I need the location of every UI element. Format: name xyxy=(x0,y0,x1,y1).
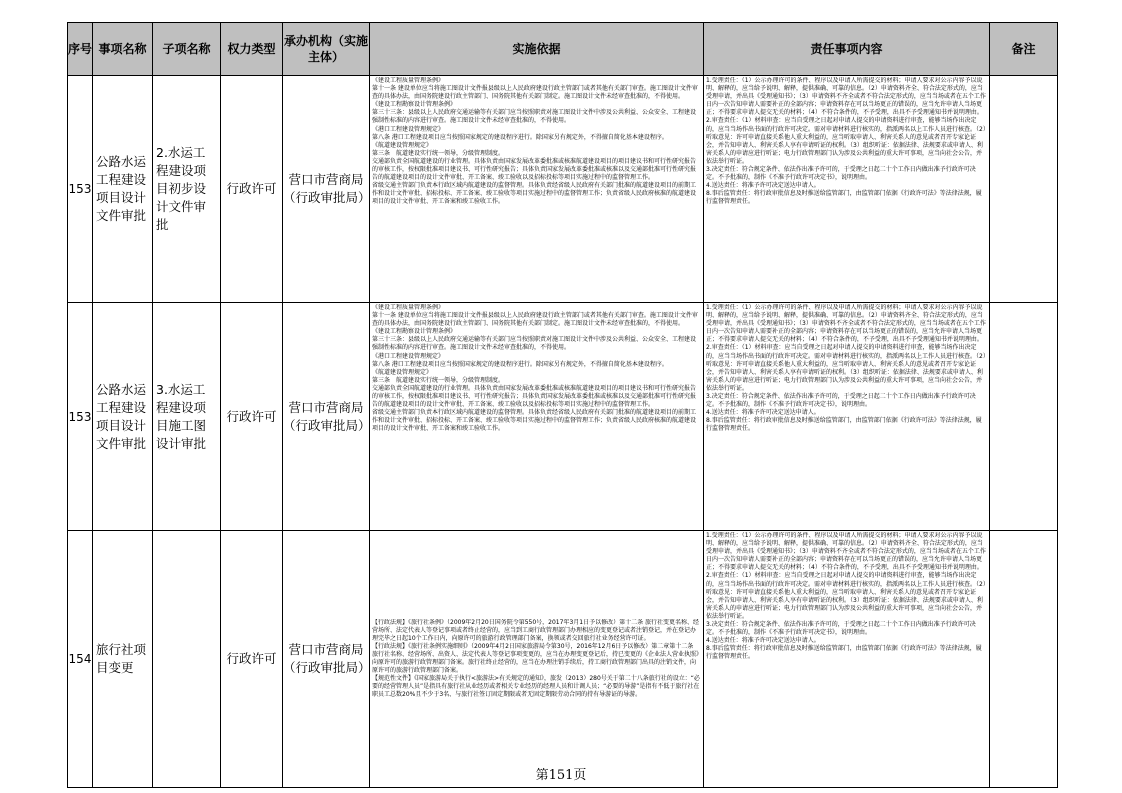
row-agency: 营口市营商局（行政审批局） xyxy=(283,531,370,788)
responsibility-table xyxy=(67,22,1058,788)
header-responsibility: 责任事项内容 xyxy=(704,23,990,76)
row-responsibility xyxy=(704,531,990,788)
row-item: 旅行社项目变更 xyxy=(93,531,153,788)
row-no: 153 xyxy=(68,303,93,531)
row-agency: 营口市营商局（行政审批局） xyxy=(283,76,370,303)
header-power-type: 权力类型 xyxy=(221,23,283,76)
row-no: 154 xyxy=(68,531,93,788)
row-basis xyxy=(370,303,704,531)
table-row xyxy=(68,531,1058,788)
row-basis-text: 《建设工程质量管理条例》 第十一条 建设单位应当将施工图设计文件报县级以上人民政府建设行政主管部门或者其他有关部门审查。施工图设计文件审查的具体办法，由国务院建设行政主管部门、国务院其他有关部门制定。施工图设计文件未经审查批准的，不得使用。 《建设工程勘察设计管理条例》 第三十三条：县级以上人民政府交通运输等有关部门应当按照职责对施工图设计文件中涉及公共利益、公众安全、工程建设强制性标准的内容进行审查。施工图设计文件未经审查批准的，不得使用。 《港口工程建设管理规定》 第八条 港口工程建设项目应当按照国家规定的建设程序进行。除国家另有规定外，不得擅自简化基本建设程序。 《航道建设管理规定》 第三条 航道建设实行统一领导，分级管理制度。 交通部负责全国航道建设的行业管理。具体负责由国家发展改革委批准或核准航道建设项目的项目建议书和可行性研究报告的审核工作，按权限批准项目建议书、可行性研究报告；具体负责国家发展改革委批准或核准以及交通部批准可行性研究报告的航道建设项目的设计文件审批、开工备案、竣工验收以及招标投标等项目实施过程中的监督管理工作。 省级交通主管部门负责本行政区域内航道建设的监督管理。具体负责经省级人民政府有关部门批准的航道建设项目的前期工作和设计文件审批、招标投标、开工备案、竣工验收等项目实施过程中的监督管理工作；负责省级人民政府核准的航道建设项目的设计文件审批、开工备案和竣工验收工作。 xyxy=(372,304,698,433)
row-subitem: 3.水运工程建设项目施工图设计审批 xyxy=(153,303,221,531)
row-basis xyxy=(370,531,704,788)
row-remark xyxy=(990,76,1058,303)
header-item: 事项名称 xyxy=(93,23,153,76)
row-basis-text: 【行政法规】《旅行社条例》（2009年2月20日国务院令第550号，2017年3月1日予以修改）第十二条 旅行社变更名称、经营场所、法定代表人等登记事项或者终止经营的，应当到工商行政管理部门办理相应的变更登记或者注销登记，并在登记办理完毕之日起10个工作日内，向原许可的旅游行政管理部门备案，换领或者交回旅行社业务经营许可证。 【行政法规】《旅行社条例实施细则》（2009年4月2日国家旅游局令第30号，2016年12月6日予以修改）第二章第十二条 旅行社名称、经营场所、出资人、法定代表人等登记事项变更的，应当在办理变更登记后，持已变更的《企业法人营业执照》向原许可的旅游行政管理部门备案。旅行社终止经营的，应当在办理注销手续后，持工商行政管理部门出具的注销文件，向原许可的旅游行政管理部门备案。 【规范性文件】《国家旅游局关于执行<旅游法>有关规定的通知》，旅发（2013）280号关于第二十八条旅行社的设立：“必要的经营管理人员”是指具有旅行社从业经历或者相关专业经历的经理人员和计调人员；“必要的导游”是指有不低于旅行社在职员工总数20%且不少于3名、与旅行社签订固定期限或者无固定期限劳动合同的持有导游证的导游。 xyxy=(372,618,700,699)
row-item: 公路水运工程建设项目设计文件审批 xyxy=(93,303,153,531)
row-subitem: 2.水运工程建设项目初步设计文件审批 xyxy=(153,76,221,303)
row-item: 公路水运工程建设项目设计文件审批 xyxy=(93,76,153,303)
row-agency: 营口市营商局（行政审批局） xyxy=(283,303,370,531)
row-responsibility-text: 1.受理责任：（1）公示办理许可的条件、程序以及申请人所需提交的材料；申请人要求对公示内容予以说明、解释的，应当给予说明、解释，提供准确、可靠的信息。（2）申请资料齐全、符合法定形式的，应当受理申请，并出具《受理通知书》；（3）申请资料不齐全或者不符合法定形式的，应当当场或者在五个工作日内一次告知申请人需要补正的全部内容；申请资料存在可以当场更正的错误的，应当允许申请人当场更正；不得要求申请人提交无关的材料；（4）不符合条件的，不予受理，出具不予受理通知书并说明理由。 2.审查责任：（1）材料审查：应当自受理之日起对申请人提交的申请资料进行审查，能够当场作出决定的，应当当场作出书面的行政许可决定。需对申请材料进行核实的，指派两名以上工作人员进行核查。（2）听取意见：许可申请直接关系他人重大利益的，应当听取申请人、利害关系人的意见或者召开专家论证会，并告知申请人、利害关系人享有申请听证的权利。（3）组织听证：依据法律、法规要求或申请人、利害关系人的申请应进行听证；电力行政管理部门认为涉及公共利益的重大许可事项，应当向社会公告，并依法举行听证。 3.决定责任：符合规定条件、依法作出准予许可的，于受理之日起二十个工作日内做出准予行政许可决定。不予批准的，制作《不准予行政许可决定书》，说明理由。 4.送达责任：将准予许可决定送达申请人。 8.事后监管责任：将行政审批信息及时推送给监管部门，由监管部门依据《行政许可法》等法律法规，履行监督管理责任。 xyxy=(706,77,986,206)
row-remark xyxy=(990,531,1058,788)
header-basis: 实施依据 xyxy=(370,23,704,76)
header-row xyxy=(68,23,1058,76)
row-subitem xyxy=(153,531,221,788)
row-remark xyxy=(990,303,1058,531)
row-responsibility-text: 1.受理责任：（1）公示办理许可的条件、程序以及申请人所需提交的材料；申请人要求对公示内容予以说明、解释的，应当给予说明、解释，提供准确、可靠的信息。（2）申请资料齐全、符合法定形式的，应当受理申请，并出具《受理通知书》；（3）申请资料不齐全或者不符合法定形式的，应当当场或者在五个工作日内一次告知申请人需要补正的全部内容；申请资料存在可以当场更正的错误的，应当允许申请人当场更正；不得要求申请人提交无关的材料；（4）不符合条件的，不予受理，出具不予受理通知书并说明理由。 2.审查责任：（1）材料审查：应当自受理之日起对申请人提交的申请资料进行审查，能够当场作出决定的，应当当场作出书面的行政许可决定。需对申请材料进行核实的，指派两名以上工作人员进行核查。（2）听取意见：许可申请直接关系他人重大利益的，应当听取申请人、利害关系人的意见或者召开专家论证会，并告知申请人、利害关系人享有申请听证的权利。（3）组织听证：依据法律、法规要求或申请人、利害关系人的申请应进行听证；电力行政管理部门认为涉及公共利益的重大许可事项，应当向社会公告，并依法举行听证。 3.决定责任：符合规定条件、依法作出准予许可的，于受理之日起二十个工作日内做出准予行政许可决定。不予批准的，制作《不准予行政许可决定书》，说明理由。 4.送达责任：将准予许可决定送达申请人。 8.事后监管责任：将行政审批信息及时推送给监管部门，由监管部门依据《行政许可法》等法律法规，履行监督管理责任。 xyxy=(706,532,986,661)
row-no: 153 xyxy=(68,76,93,303)
header-agency: 承办机构（实施主体） xyxy=(283,23,370,76)
header-remark: 备注 xyxy=(990,23,1058,76)
page-number: 第151页 xyxy=(535,768,587,783)
row-basis xyxy=(370,76,704,303)
row-power-type: 行政许可 xyxy=(221,303,283,531)
header-subitem: 子项名称 xyxy=(153,23,221,76)
row-responsibility xyxy=(704,76,990,303)
row-responsibility xyxy=(704,303,990,531)
row-power-type: 行政许可 xyxy=(221,76,283,303)
header-no: 序号 xyxy=(68,23,93,76)
row-power-type: 行政许可 xyxy=(221,531,283,788)
table-row xyxy=(68,76,1058,303)
row-basis-text: 《建设工程质量管理条例》 第十一条 建设单位应当将施工图设计文件报县级以上人民政府建设行政主管部门或者其他有关部门审查。施工图设计文件审查的具体办法，由国务院建设行政主管部门、国务院其他有关部门制定。施工图设计文件未经审查批准的，不得使用。 《建设工程勘察设计管理条例》 第三十三条：县级以上人民政府交通运输等有关部门应当按照职责对施工图设计文件中涉及公共利益、公众安全、工程建设强制性标准的内容进行审查。施工图设计文件未经审查批准的，不得使用。 《港口工程建设管理规定》 第八条 港口工程建设项目应当按照国家规定的建设程序进行。除国家另有规定外，不得擅自简化基本建设程序。 《航道建设管理规定》 第三条 航道建设实行统一领导，分级管理制度。 交通部负责全国航道建设的行业管理。具体负责由国家发展改革委批准或核准航道建设项目的项目建议书和可行性研究报告的审核工作，按权限批准项目建议书、可行性研究报告；具体负责国家发展改革委批准或核准以及交通部批准可行性研究报告的航道建设项目的设计文件审批、开工备案、竣工验收以及招标投标等项目实施过程中的监督管理工作。 省级交通主管部门负责本行政区域内航道建设的监督管理。具体负责经省级人民政府有关部门批准的航道建设项目的前期工作和设计文件审批、招标投标、开工备案、竣工验收等项目实施过程中的监督管理工作；负责省级人民政府核准的航道建设项目的设计文件审批、开工备案和竣工验收工作。 xyxy=(372,77,698,206)
row-responsibility-text: 1.受理责任：（1）公示办理许可的条件、程序以及申请人所需提交的材料；申请人要求对公示内容予以说明、解释的，应当给予说明、解释，提供准确、可靠的信息。（2）申请资料齐全、符合法定形式的，应当受理申请，并出具《受理通知书》；（3）申请资料不齐全或者不符合法定形式的，应当当场或者在五个工作日内一次告知申请人需要补正的全部内容；申请资料存在可以当场更正的错误的，应当允许申请人当场更正；不得要求申请人提交无关的材料；（4）不符合条件的，不予受理，出具不予受理通知书并说明理由。 2.审查责任：（1）材料审查：应当自受理之日起对申请人提交的申请资料进行审查，能够当场作出决定的，应当当场作出书面的行政许可决定。需对申请材料进行核实的，指派两名以上工作人员进行核查。（2）听取意见：许可申请直接关系他人重大利益的，应当听取申请人、利害关系人的意见或者召开专家论证会，并告知申请人、利害关系人享有申请听证的权利。（3）组织听证：依据法律、法规要求或申请人、利害关系人的申请应进行听证；电力行政管理部门认为涉及公共利益的重大许可事项，应当向社会公告，并依法举行听证。 3.决定责任：符合规定条件、依法作出准予许可的，于受理之日起二十个工作日内做出准予行政许可决定。不予批准的，制作《不准予行政许可决定书》，说明理由。 4.送达责任：将准予许可决定送达申请人。 8.事后监管责任：将行政审批信息及时推送给监管部门，由监管部门依据《行政许可法》等法律法规，履行监督管理责任。 xyxy=(706,304,986,433)
table-row xyxy=(68,303,1058,531)
